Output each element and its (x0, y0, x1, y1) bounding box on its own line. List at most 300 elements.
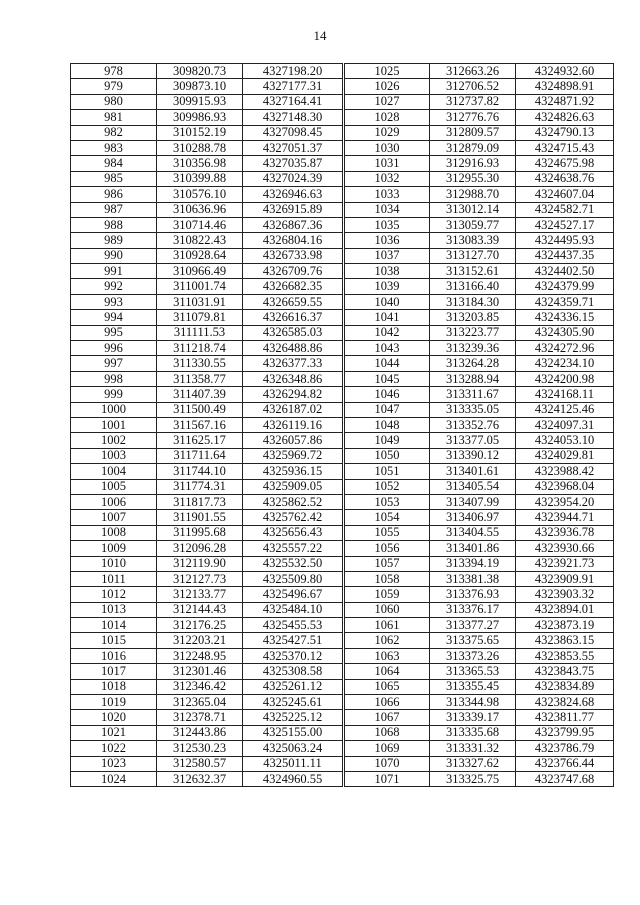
point-number-cell: 1067 (345, 710, 430, 725)
point-number-cell: 1004 (71, 464, 157, 479)
table-row (345, 741, 614, 756)
x-coordinate-cell: 313331.32 (430, 741, 516, 756)
x-coordinate-cell: 313406.97 (430, 510, 516, 525)
point-number-cell: 986 (71, 187, 157, 202)
y-coordinate-cell: 4323863.15 (516, 633, 614, 648)
coordinates-table-left (70, 63, 343, 787)
table-row (71, 125, 343, 140)
x-coordinate-cell: 313344.98 (430, 695, 516, 710)
point-number-cell: 1065 (345, 679, 430, 694)
y-coordinate-cell: 4324359.71 (516, 294, 614, 309)
x-coordinate-cell: 313184.30 (430, 294, 516, 309)
table-row (345, 140, 614, 155)
x-coordinate-cell: 312706.52 (430, 79, 516, 94)
point-number-cell: 1002 (71, 433, 157, 448)
x-coordinate-cell: 310822.43 (157, 233, 243, 248)
table-row (71, 171, 343, 186)
table-row (71, 187, 343, 202)
y-coordinate-cell: 4323968.04 (516, 479, 614, 494)
y-coordinate-cell: 4324200.98 (516, 371, 614, 386)
y-coordinate-cell: 4326946.63 (243, 187, 343, 202)
table-row (71, 618, 343, 633)
x-coordinate-cell: 313327.62 (430, 756, 516, 771)
table-row (345, 217, 614, 232)
y-coordinate-cell: 4323834.89 (516, 679, 614, 694)
y-coordinate-cell: 4324582.71 (516, 202, 614, 217)
point-number-cell: 1062 (345, 633, 430, 648)
x-coordinate-cell: 312737.82 (430, 94, 516, 109)
y-coordinate-cell: 4324495.93 (516, 233, 614, 248)
y-coordinate-cell: 4323786.79 (516, 741, 614, 756)
table-row (71, 433, 343, 448)
point-number-cell: 1038 (345, 264, 430, 279)
x-coordinate-cell: 312955.30 (430, 171, 516, 186)
point-number-cell: 1025 (345, 64, 430, 79)
x-coordinate-cell: 313394.19 (430, 556, 516, 571)
x-coordinate-cell: 312809.57 (430, 125, 516, 140)
x-coordinate-cell: 313401.86 (430, 541, 516, 556)
point-number-cell: 1027 (345, 94, 430, 109)
x-coordinate-cell: 313288.94 (430, 371, 516, 386)
table-row (71, 587, 343, 602)
table-row (345, 325, 614, 340)
page-number: 14 (313, 28, 327, 43)
y-coordinate-cell: 4326488.86 (243, 341, 343, 356)
y-coordinate-cell: 4324527.17 (516, 217, 614, 232)
y-coordinate-cell: 4323766.44 (516, 756, 614, 771)
point-number-cell: 982 (71, 125, 157, 140)
x-coordinate-cell: 313311.67 (430, 387, 516, 402)
table-row (345, 417, 614, 432)
y-coordinate-cell: 4323843.75 (516, 664, 614, 679)
y-coordinate-cell: 4326294.82 (243, 387, 343, 402)
y-coordinate-cell: 4323921.73 (516, 556, 614, 571)
x-coordinate-cell: 313377.05 (430, 433, 516, 448)
table-row (71, 448, 343, 463)
x-coordinate-cell: 313404.55 (430, 525, 516, 540)
y-coordinate-cell: 4326915.89 (243, 202, 343, 217)
point-number-cell: 1050 (345, 448, 430, 463)
table-row (71, 679, 343, 694)
table-row (345, 110, 614, 125)
x-coordinate-cell: 312127.73 (157, 571, 243, 586)
point-number-cell: 1042 (345, 325, 430, 340)
point-number-cell: 1017 (71, 664, 157, 679)
table-row (71, 294, 343, 309)
table-row (71, 94, 343, 109)
point-number-cell: 985 (71, 171, 157, 186)
table-row (345, 648, 614, 663)
point-number-cell: 1040 (345, 294, 430, 309)
x-coordinate-cell: 313335.05 (430, 402, 516, 417)
y-coordinate-cell: 4326804.16 (243, 233, 343, 248)
table-row (71, 310, 343, 325)
y-coordinate-cell: 4326867.36 (243, 217, 343, 232)
x-coordinate-cell: 312530.23 (157, 741, 243, 756)
table-row (345, 479, 614, 494)
y-coordinate-cell: 4324675.98 (516, 156, 614, 171)
point-number-cell: 1036 (345, 233, 430, 248)
table-row (71, 110, 343, 125)
point-number-cell: 1014 (71, 618, 157, 633)
y-coordinate-cell: 4324402.50 (516, 264, 614, 279)
table-row (71, 525, 343, 540)
x-coordinate-cell: 310966.49 (157, 264, 243, 279)
point-number-cell: 1008 (71, 525, 157, 540)
y-coordinate-cell: 4327164.41 (243, 94, 343, 109)
y-coordinate-cell: 4327148.30 (243, 110, 343, 125)
table-row (345, 725, 614, 740)
y-coordinate-cell: 4323894.01 (516, 602, 614, 617)
table-row (71, 371, 343, 386)
y-coordinate-cell: 4324125.46 (516, 402, 614, 417)
x-coordinate-cell: 311001.74 (157, 279, 243, 294)
y-coordinate-cell: 4323873.19 (516, 618, 614, 633)
point-number-cell: 1012 (71, 587, 157, 602)
x-coordinate-cell: 311817.73 (157, 494, 243, 509)
x-coordinate-cell: 312176.25 (157, 618, 243, 633)
y-coordinate-cell: 4327177.31 (243, 79, 343, 94)
point-number-cell: 1071 (345, 771, 430, 786)
table-row (71, 156, 343, 171)
y-coordinate-cell: 4323988.42 (516, 464, 614, 479)
y-coordinate-cell: 4326585.03 (243, 325, 343, 340)
y-coordinate-cell: 4324715.43 (516, 140, 614, 155)
x-coordinate-cell: 312301.46 (157, 664, 243, 679)
table-row (71, 571, 343, 586)
y-coordinate-cell: 4326377.33 (243, 356, 343, 371)
point-number-cell: 996 (71, 341, 157, 356)
table-row (71, 664, 343, 679)
table-row (71, 264, 343, 279)
x-coordinate-cell: 312378.71 (157, 710, 243, 725)
table-row (345, 556, 614, 571)
point-number-cell: 1007 (71, 510, 157, 525)
x-coordinate-cell: 311901.55 (157, 510, 243, 525)
y-coordinate-cell: 4326709.76 (243, 264, 343, 279)
point-number-cell: 1022 (71, 741, 157, 756)
x-coordinate-cell: 310152.19 (157, 125, 243, 140)
point-number-cell: 993 (71, 294, 157, 309)
y-coordinate-cell: 4323936.78 (516, 525, 614, 540)
point-number-cell: 1018 (71, 679, 157, 694)
x-coordinate-cell: 310576.10 (157, 187, 243, 202)
x-coordinate-cell: 313377.27 (430, 618, 516, 633)
y-coordinate-cell: 4325427.51 (243, 633, 343, 648)
y-coordinate-cell: 4325155.00 (243, 725, 343, 740)
table-row (71, 279, 343, 294)
table-row (71, 771, 343, 786)
y-coordinate-cell: 4326057.86 (243, 433, 343, 448)
point-number-cell: 1055 (345, 525, 430, 540)
table-row (71, 140, 343, 155)
y-coordinate-cell: 4327024.39 (243, 171, 343, 186)
table-row (71, 602, 343, 617)
point-number-cell: 1041 (345, 310, 430, 325)
point-number-cell: 988 (71, 217, 157, 232)
point-number-cell: 1010 (71, 556, 157, 571)
x-coordinate-cell: 313390.12 (430, 448, 516, 463)
table-row (71, 633, 343, 648)
table-row (71, 695, 343, 710)
y-coordinate-cell: 4324932.60 (516, 64, 614, 79)
point-number-cell: 1045 (345, 371, 430, 386)
y-coordinate-cell: 4324053.10 (516, 433, 614, 448)
x-coordinate-cell: 313152.61 (430, 264, 516, 279)
y-coordinate-cell: 4325370.12 (243, 648, 343, 663)
x-coordinate-cell: 310636.96 (157, 202, 243, 217)
x-coordinate-cell: 311031.91 (157, 294, 243, 309)
point-number-cell: 979 (71, 79, 157, 94)
point-number-cell: 1009 (71, 541, 157, 556)
x-coordinate-cell: 311079.81 (157, 310, 243, 325)
point-number-cell: 1066 (345, 695, 430, 710)
x-coordinate-cell: 313352.76 (430, 417, 516, 432)
table-row (71, 325, 343, 340)
table-row (345, 541, 614, 556)
point-number-cell: 1063 (345, 648, 430, 663)
table-row (345, 264, 614, 279)
point-number-cell: 1068 (345, 725, 430, 740)
x-coordinate-cell: 313376.93 (430, 587, 516, 602)
x-coordinate-cell: 313376.17 (430, 602, 516, 617)
table-row (345, 771, 614, 786)
x-coordinate-cell: 312203.21 (157, 633, 243, 648)
x-coordinate-cell: 311744.10 (157, 464, 243, 479)
y-coordinate-cell: 4324437.35 (516, 248, 614, 263)
x-coordinate-cell: 313401.61 (430, 464, 516, 479)
y-coordinate-cell: 4325909.05 (243, 479, 343, 494)
y-coordinate-cell: 4325261.12 (243, 679, 343, 694)
point-number-cell: 1039 (345, 279, 430, 294)
y-coordinate-cell: 4326616.37 (243, 310, 343, 325)
y-coordinate-cell: 4326682.35 (243, 279, 343, 294)
y-coordinate-cell: 4324826.63 (516, 110, 614, 125)
x-coordinate-cell: 311111.53 (157, 325, 243, 340)
table-row (345, 756, 614, 771)
y-coordinate-cell: 4325496.67 (243, 587, 343, 602)
x-coordinate-cell: 313325.75 (430, 771, 516, 786)
x-coordinate-cell: 313264.28 (430, 356, 516, 371)
table-row (71, 464, 343, 479)
point-number-cell: 1013 (71, 602, 157, 617)
x-coordinate-cell: 313083.39 (430, 233, 516, 248)
y-coordinate-cell: 4323747.68 (516, 771, 614, 786)
x-coordinate-cell: 313355.45 (430, 679, 516, 694)
y-coordinate-cell: 4327098.45 (243, 125, 343, 140)
y-coordinate-cell: 4323954.20 (516, 494, 614, 509)
table-row (345, 602, 614, 617)
x-coordinate-cell: 311774.31 (157, 479, 243, 494)
y-coordinate-cell: 4325455.53 (243, 618, 343, 633)
table-row (345, 387, 614, 402)
y-coordinate-cell: 4324234.10 (516, 356, 614, 371)
table-row (345, 310, 614, 325)
table-row (345, 587, 614, 602)
point-number-cell: 1051 (345, 464, 430, 479)
table-row (71, 356, 343, 371)
point-number-cell: 1054 (345, 510, 430, 525)
table-row (345, 279, 614, 294)
y-coordinate-cell: 4325532.50 (243, 556, 343, 571)
x-coordinate-cell: 309873.10 (157, 79, 243, 94)
point-number-cell: 1056 (345, 541, 430, 556)
point-number-cell: 990 (71, 248, 157, 263)
table-row (71, 510, 343, 525)
y-coordinate-cell: 4325308.58 (243, 664, 343, 679)
x-coordinate-cell: 313373.26 (430, 648, 516, 663)
point-number-cell: 1048 (345, 417, 430, 432)
table-row (345, 494, 614, 509)
point-number-cell: 1061 (345, 618, 430, 633)
x-coordinate-cell: 312346.42 (157, 679, 243, 694)
y-coordinate-cell: 4325225.12 (243, 710, 343, 725)
point-number-cell: 1031 (345, 156, 430, 171)
point-number-cell: 1020 (71, 710, 157, 725)
y-coordinate-cell: 4325969.72 (243, 448, 343, 463)
y-coordinate-cell: 4324960.55 (243, 771, 343, 786)
y-coordinate-cell: 4324898.91 (516, 79, 614, 94)
x-coordinate-cell: 310714.46 (157, 217, 243, 232)
table-row (71, 725, 343, 740)
table-row (71, 341, 343, 356)
table-row (71, 648, 343, 663)
table-row (71, 79, 343, 94)
x-coordinate-cell: 313335.68 (430, 725, 516, 740)
y-coordinate-cell: 4324272.96 (516, 341, 614, 356)
point-number-cell: 1037 (345, 248, 430, 263)
y-coordinate-cell: 4325509.80 (243, 571, 343, 586)
table-row (345, 156, 614, 171)
x-coordinate-cell: 313012.14 (430, 202, 516, 217)
table-row (345, 294, 614, 309)
x-coordinate-cell: 313059.77 (430, 217, 516, 232)
x-coordinate-cell: 312096.28 (157, 541, 243, 556)
x-coordinate-cell: 312988.70 (430, 187, 516, 202)
point-number-cell: 1047 (345, 402, 430, 417)
x-coordinate-cell: 313203.85 (430, 310, 516, 325)
y-coordinate-cell: 4323930.66 (516, 541, 614, 556)
x-coordinate-cell: 312663.26 (430, 64, 516, 79)
x-coordinate-cell: 310399.88 (157, 171, 243, 186)
table-row (71, 710, 343, 725)
x-coordinate-cell: 311995.68 (157, 525, 243, 540)
y-coordinate-cell: 4324638.76 (516, 171, 614, 186)
table-row (71, 217, 343, 232)
y-coordinate-cell: 4326348.86 (243, 371, 343, 386)
table-row (345, 525, 614, 540)
point-number-cell: 978 (71, 64, 157, 79)
point-number-cell: 983 (71, 140, 157, 155)
point-number-cell: 1059 (345, 587, 430, 602)
y-coordinate-cell: 4327198.20 (243, 64, 343, 79)
table-row (345, 341, 614, 356)
table-row (345, 233, 614, 248)
point-number-cell: 1070 (345, 756, 430, 771)
table-row (345, 679, 614, 694)
y-coordinate-cell: 4323824.68 (516, 695, 614, 710)
table-row (71, 541, 343, 556)
x-coordinate-cell: 312879.09 (430, 140, 516, 155)
table-row (71, 479, 343, 494)
point-number-cell: 1057 (345, 556, 430, 571)
x-coordinate-cell: 313405.54 (430, 479, 516, 494)
x-coordinate-cell: 313127.70 (430, 248, 516, 263)
table-row (345, 94, 614, 109)
x-coordinate-cell: 312248.95 (157, 648, 243, 663)
table-row (345, 633, 614, 648)
point-number-cell: 1033 (345, 187, 430, 202)
x-coordinate-cell: 313365.53 (430, 664, 516, 679)
point-number-cell: 1058 (345, 571, 430, 586)
table-row (345, 571, 614, 586)
x-coordinate-cell: 311358.77 (157, 371, 243, 386)
x-coordinate-cell: 313381.38 (430, 571, 516, 586)
x-coordinate-cell: 311500.49 (157, 402, 243, 417)
table-row (345, 125, 614, 140)
y-coordinate-cell: 4325557.22 (243, 541, 343, 556)
point-number-cell: 1046 (345, 387, 430, 402)
y-coordinate-cell: 4325862.52 (243, 494, 343, 509)
table-row (345, 402, 614, 417)
x-coordinate-cell: 311218.74 (157, 341, 243, 356)
y-coordinate-cell: 4326187.02 (243, 402, 343, 417)
table-row (345, 371, 614, 386)
point-number-cell: 1019 (71, 695, 157, 710)
table-row (345, 464, 614, 479)
point-number-cell: 1024 (71, 771, 157, 786)
x-coordinate-cell: 309915.93 (157, 94, 243, 109)
y-coordinate-cell: 4324871.92 (516, 94, 614, 109)
x-coordinate-cell: 311625.17 (157, 433, 243, 448)
y-coordinate-cell: 4324607.04 (516, 187, 614, 202)
point-number-cell: 1006 (71, 494, 157, 509)
table-row (345, 510, 614, 525)
point-number-cell: 1043 (345, 341, 430, 356)
point-number-cell: 981 (71, 110, 157, 125)
x-coordinate-cell: 312580.57 (157, 756, 243, 771)
table-row (71, 202, 343, 217)
point-number-cell: 1044 (345, 356, 430, 371)
y-coordinate-cell: 4323853.55 (516, 648, 614, 663)
y-coordinate-cell: 4325484.10 (243, 602, 343, 617)
y-coordinate-cell: 4323811.77 (516, 710, 614, 725)
table-row (345, 710, 614, 725)
table-row (345, 248, 614, 263)
point-number-cell: 980 (71, 94, 157, 109)
x-coordinate-cell: 313375.65 (430, 633, 516, 648)
point-number-cell: 1053 (345, 494, 430, 509)
point-number-cell: 1030 (345, 140, 430, 155)
point-number-cell: 1016 (71, 648, 157, 663)
table-row (71, 556, 343, 571)
x-coordinate-cell: 311567.16 (157, 417, 243, 432)
point-number-cell: 989 (71, 233, 157, 248)
x-coordinate-cell: 313166.40 (430, 279, 516, 294)
point-number-cell: 995 (71, 325, 157, 340)
table-row (345, 171, 614, 186)
y-coordinate-cell: 4324790.13 (516, 125, 614, 140)
point-number-cell: 1049 (345, 433, 430, 448)
x-coordinate-cell: 312365.04 (157, 695, 243, 710)
point-number-cell: 1026 (345, 79, 430, 94)
x-coordinate-cell: 313339.17 (430, 710, 516, 725)
table-row (345, 356, 614, 371)
x-coordinate-cell: 311407.39 (157, 387, 243, 402)
coordinates-table-right (344, 63, 614, 787)
table-row (71, 756, 343, 771)
y-coordinate-cell: 4325245.61 (243, 695, 343, 710)
